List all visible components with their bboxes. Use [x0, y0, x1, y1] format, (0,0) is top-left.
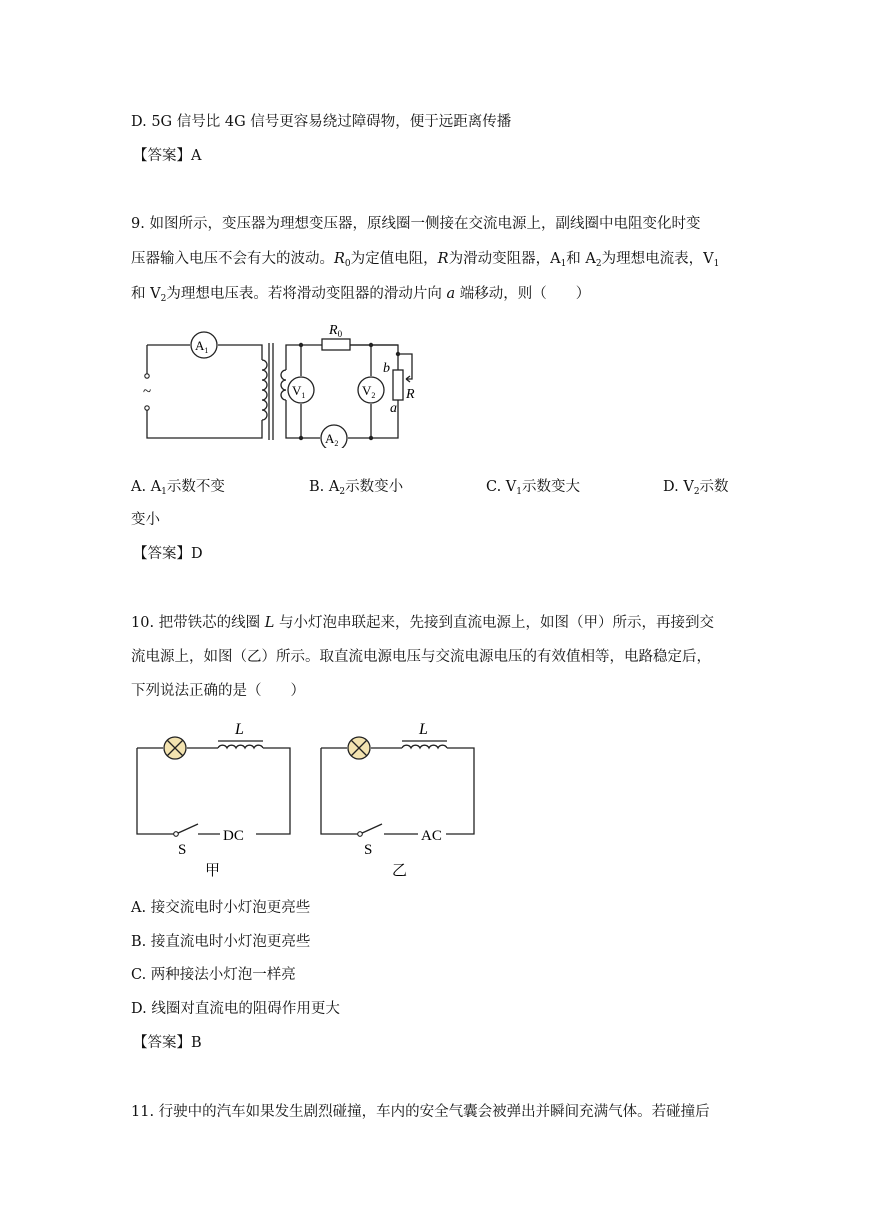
q9-option-d: D. $V_2$示数 — [663, 479, 729, 497]
rheostat-b-end-label: b — [383, 361, 390, 376]
coil-bulb-circuits-diagram — [128, 712, 483, 880]
q9-option-d-wrap: 变小 — [131, 512, 160, 528]
q9-text: 压器输入电压不会有大的波动。 — [131, 251, 334, 267]
rheostat-a-end-label: a — [390, 401, 397, 416]
right-caption: 乙 — [392, 863, 408, 879]
left-switch-label: S — [178, 842, 187, 858]
q9-a-symbol: a — [446, 286, 456, 302]
resistor-r0-label: $R_0$ — [329, 323, 343, 339]
q10-option-b: B. 接直流电时小灯泡更亮些 — [131, 934, 311, 950]
transformer-circuit-diagram — [140, 318, 430, 448]
q9-stem-line2 — [131, 249, 719, 274]
q9-sub: 2 — [595, 259, 602, 269]
right-switch-label: S — [364, 842, 373, 858]
q9-answer: 【答案】D — [133, 546, 203, 562]
ac-symbol: ~ — [143, 384, 152, 400]
q9-option-c: C. $V_1$示数变大 — [486, 479, 581, 497]
q10-answer: 【答案】B — [133, 1035, 202, 1051]
right-source-label: AC — [421, 828, 442, 844]
q9-option-a: A. $A_1$示数不变 — [131, 479, 225, 497]
q9-text: 为理想电压表。若将滑动变阻器的滑动片向 — [166, 286, 447, 302]
q8-answer: 【答案】A — [133, 148, 202, 164]
q10-stem-line2: 流电源上，如图（乙）所示。取直流电源电压与交流电源电压的有效值相等，电路稳定后， — [131, 649, 711, 665]
q9-r0-sub: 0 — [344, 259, 351, 269]
q9-text: 和 A — [566, 251, 596, 267]
left-source-label: DC — [223, 828, 244, 844]
q9-text: 为定值电阻， — [350, 251, 438, 267]
q9-stem-line1: 9. 如图所示，变压器为理想变压器，原线圈一侧接在交流电源上，副线圈中电阻变化时变 — [131, 216, 701, 232]
q9-r-symbol: R — [437, 251, 449, 267]
right-coil-label: L — [419, 721, 428, 738]
q9-sub: 1 — [713, 259, 720, 269]
q11-stem-line1: 11. 行驶中的汽车如果发生剧烈碰撞，车内的安全气囊会被弹出并瞬间充满气体。若碰撞后 — [131, 1104, 710, 1120]
q9-text: 端移动，则（ ） — [455, 286, 591, 302]
q10-option-a: A. 接交流电时小灯泡更亮些 — [131, 900, 311, 916]
q10-stem-line1: 10. 把带铁芯的线圈 L 与小灯泡串联起来，先接到直流电源上，如图（甲）所示，再接到交 — [131, 615, 715, 631]
q9-stem-line3 — [131, 284, 590, 309]
q9-text: 为理想电流表，V — [601, 251, 714, 267]
q9-option-b: B. $A_2$示数变小 — [309, 479, 404, 497]
voltmeter-v2-label: $V_2$ — [362, 383, 376, 400]
q9-sub: 2 — [160, 294, 167, 304]
q10-option-c: C. 两种接法小灯泡一样亮 — [131, 967, 296, 983]
q9-sub: 1 — [560, 259, 567, 269]
q9-r0-symbol: R — [334, 251, 345, 267]
voltmeter-v1-label: $V_1$ — [292, 383, 306, 400]
ammeter-a1-label: $A_1$ — [195, 338, 209, 355]
left-caption: 甲 — [205, 863, 221, 879]
q10-stem-line3: 下列说法正确的是（ ） — [131, 683, 305, 699]
ammeter-a2-label: $A_2$ — [325, 431, 339, 448]
q10-option-d: D. 线圈对直流电的阻碍作用更大 — [131, 1001, 340, 1017]
q9-text: 和 V — [131, 286, 161, 302]
left-coil-label: L — [235, 721, 244, 738]
q8-option-d: D. 5G 信号比 4G 信号更容易绕过障碍物，便于远距离传播 — [131, 114, 512, 130]
rheostat-r-label: R — [406, 387, 415, 402]
q9-text: 为滑动变阻器，A — [448, 251, 561, 267]
q10-l-symbol: L — [264, 615, 275, 631]
